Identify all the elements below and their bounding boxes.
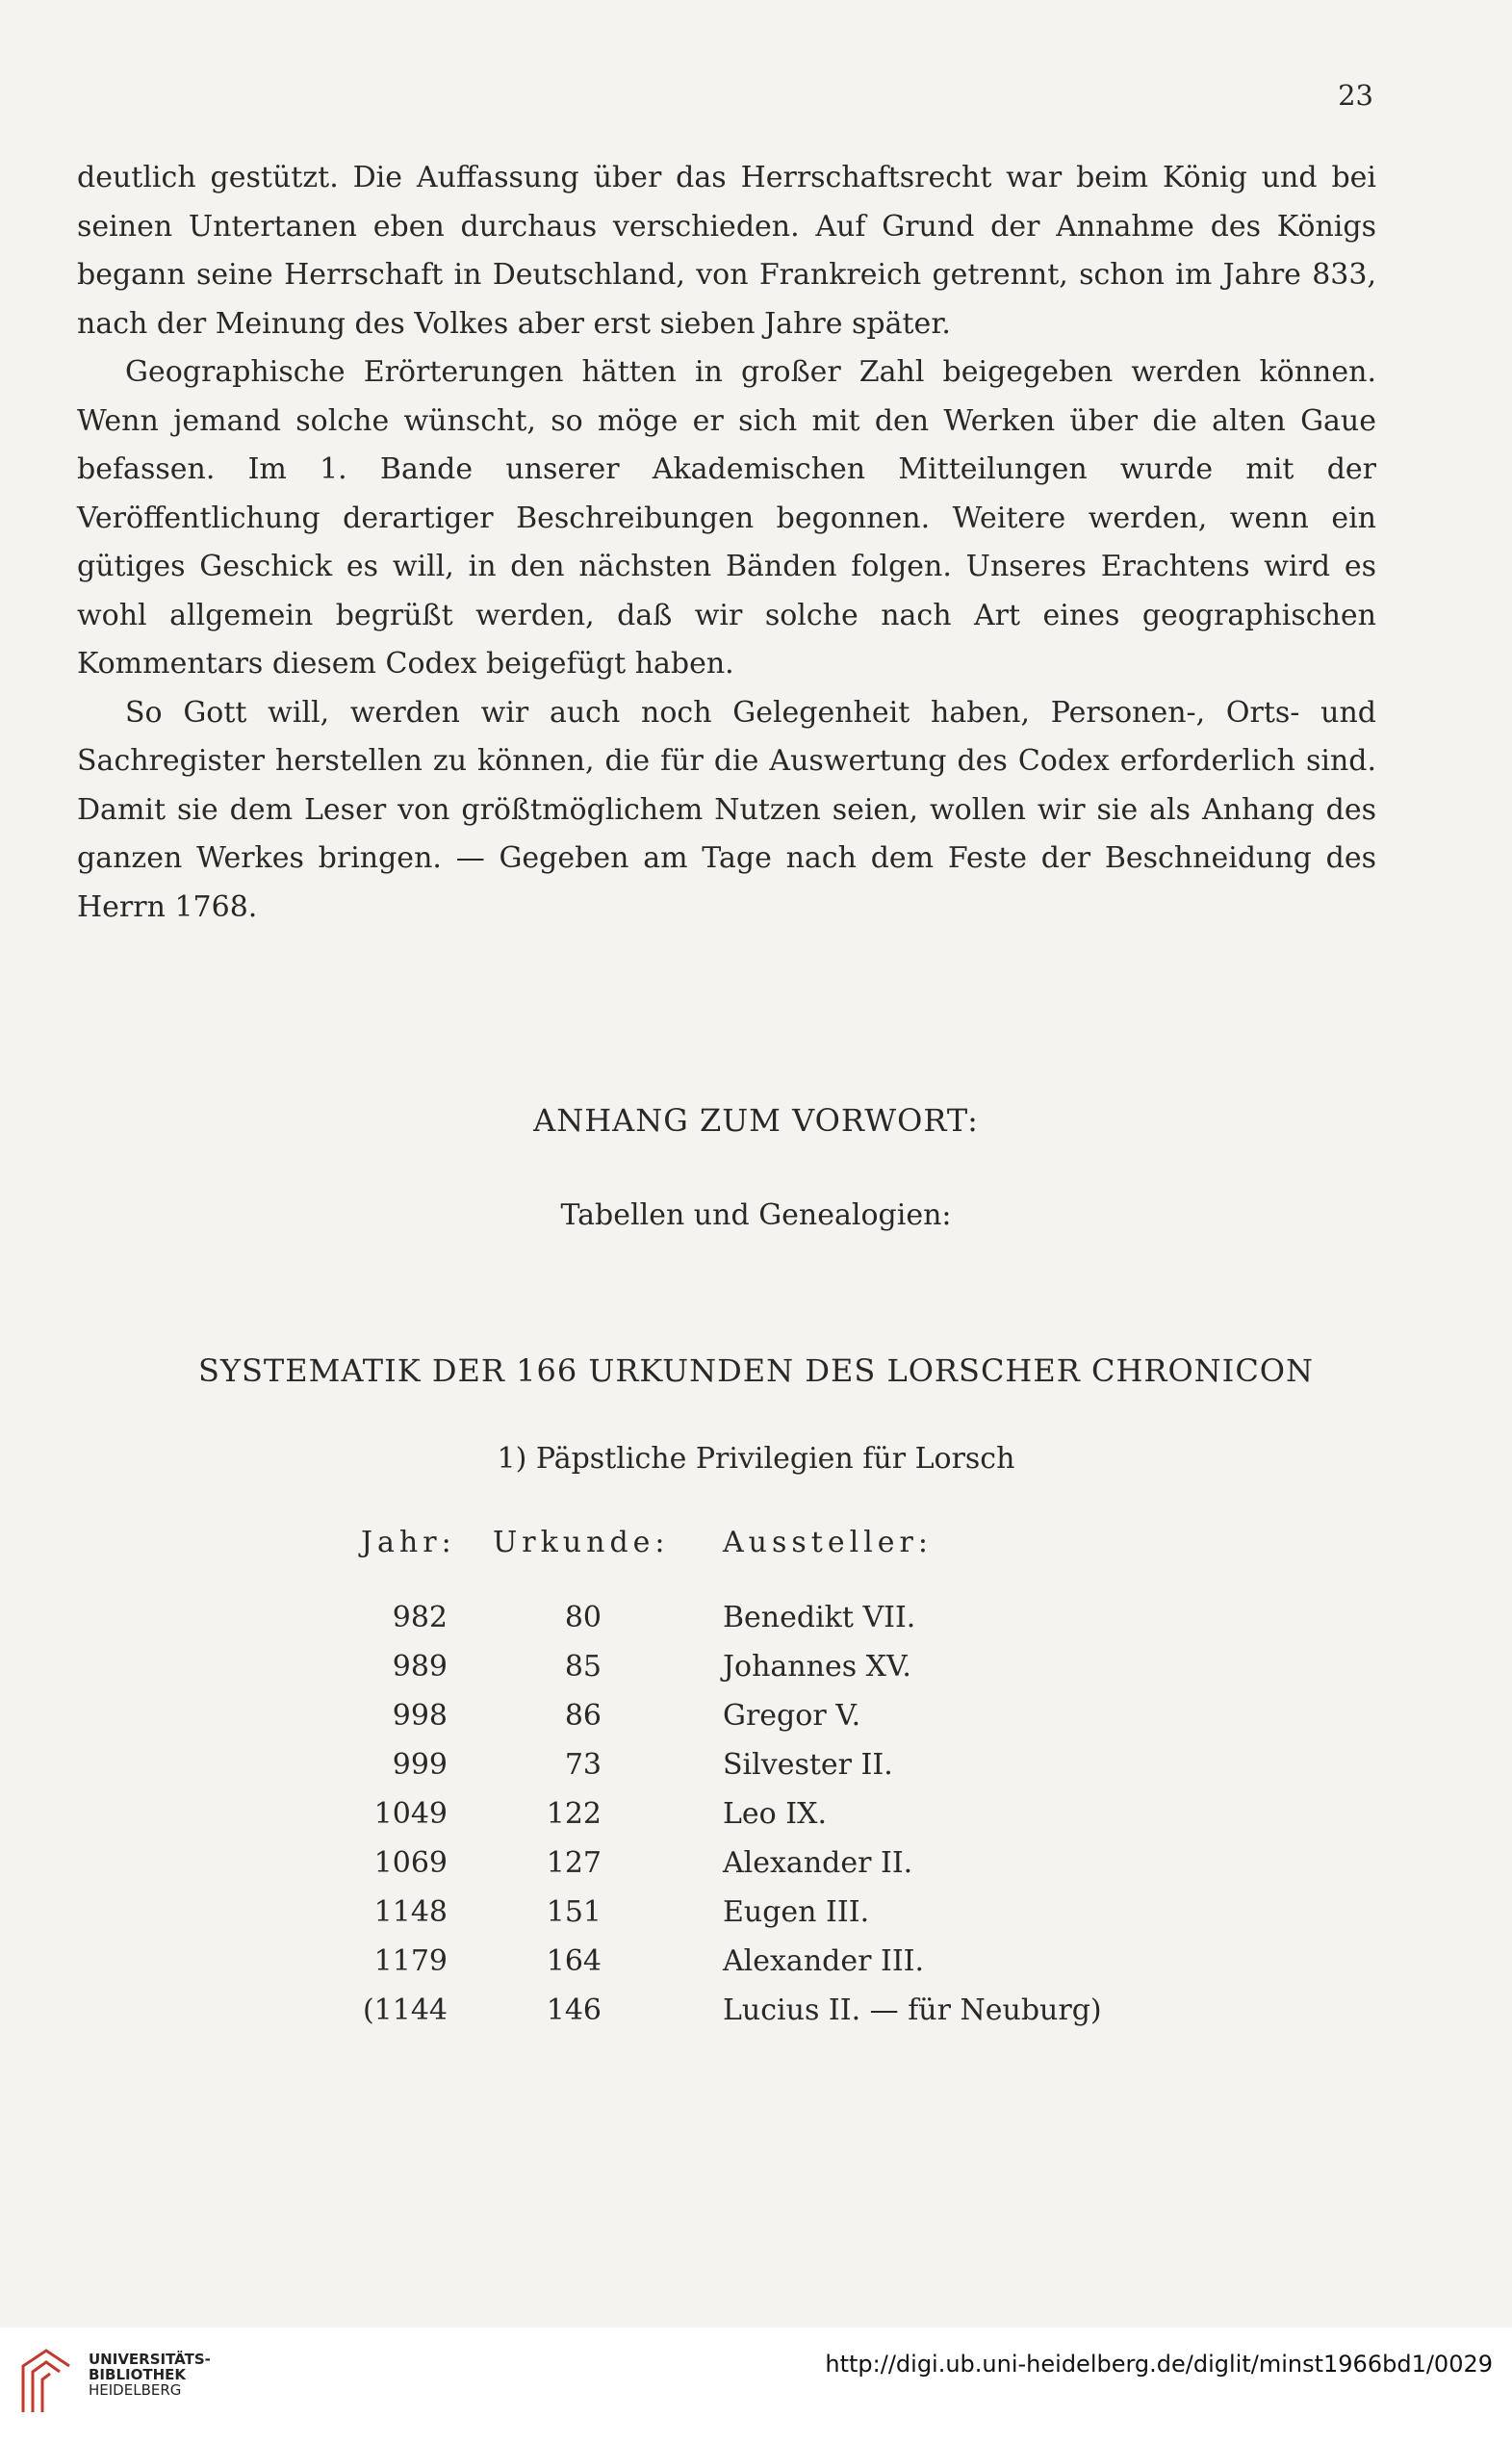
systematik-title: SYSTEMATIK DER 166 URKUNDEN DES LORSCHER CHRONICON	[197, 1352, 1315, 1389]
footer-url-link[interactable]: http://digi.ub.uni-heidelberg.de/diglit/minst1966bd1/0029	[825, 2351, 1493, 2378]
library-name-line: BIBLIOTHEK	[89, 2366, 186, 2383]
cell-year: 1179	[373, 1944, 448, 1978]
cell-document: 73	[564, 1748, 602, 1782]
library-name-line: UNIVERSITÄTS-	[89, 2351, 211, 2368]
cell-document: 127	[546, 1846, 602, 1880]
cell-issuer: Alexander II.	[723, 1846, 913, 1880]
header-document: Urkunde:	[493, 1526, 670, 1559]
paragraph: So Gott will, werden wir auch noch Gelegenheit haben, Personen-, Orts- und Sachregister herstellen zu können, die für die Auswertung des Codex erforderlich sind. Damit sie dem Leser von größtmöglichem Nutzen seien, wollen wir sie als Anhang des ganzen Werkes bringen. — Gegeben am Tage nach dem Feste der Beschneidung des Herrn 1768.	[77, 695, 1376, 924]
library-name-line: HEIDELBERG	[89, 2381, 182, 2399]
cell-document: 164	[546, 1944, 602, 1978]
cell-year: 998	[392, 1699, 448, 1733]
cell-issuer: Silvester II.	[723, 1748, 893, 1782]
cell-document: 122	[546, 1797, 602, 1831]
paragraph: deutlich gestützt. Die Auffassung über das Herrschaftsrecht war beim König und bei seinen Untertanen eben durchaus verschieden. Auf Grund der Annahme des Königs begann seine Herrschaft in Deutschland, von Frankreich getrennt, schon im Jahre 833, nach der Meinung des Volkes aber erst sieben Jahre später.	[77, 161, 1376, 341]
cell-year: 1069	[373, 1846, 448, 1880]
body-text	[77, 154, 1376, 932]
cell-document: 151	[546, 1895, 602, 1929]
cell-issuer: Lucius II. — für Neuburg)	[723, 1993, 1102, 2027]
header-issuer: Aussteller:	[723, 1526, 933, 1559]
cell-document: 85	[564, 1650, 602, 1684]
library-name	[89, 2352, 211, 2398]
appendix-subtitle: Tabellen und Genealogien:	[560, 1198, 952, 1232]
cell-year: 982	[392, 1601, 448, 1634]
cell-issuer: Benedikt VII.	[723, 1601, 916, 1634]
cell-issuer: Eugen III.	[723, 1895, 870, 1929]
cell-year: (1144	[362, 1993, 448, 2027]
appendix-title: ANHANG ZUM VORWORT:	[533, 1102, 979, 1139]
cell-year: 989	[392, 1650, 448, 1684]
cell-year: 1049	[373, 1797, 448, 1831]
page-number: 23	[1338, 79, 1373, 112]
header-year: Jahr:	[361, 1526, 456, 1559]
cell-document: 80	[564, 1601, 602, 1634]
cell-document: 146	[546, 1993, 602, 2027]
cell-year: 1148	[373, 1895, 448, 1929]
cell-year: 999	[392, 1748, 448, 1782]
paragraph: Geographische Erörterungen hätten in großer Zahl beigegeben werden können. Wenn jemand solche wünscht, so möge er sich mit den Werken über die alten Gaue befassen. Im 1. Bande unserer Akademischen Mitteilungen wurde mit der Veröffentlichung derartiger Beschreibungen begonnen. Weitere werden, wenn ein gütiges Geschick es will, in den nächsten Bänden folgen. Unseres Erachtens wird es wohl allgemein begrüßt werden, daß wir solche nach Art eines geographischen Kommentars diesem Codex beigefügt haben.	[77, 355, 1376, 681]
cell-issuer: Alexander III.	[723, 1944, 925, 1978]
footer-bar	[0, 2327, 1512, 2443]
cell-document: 86	[564, 1699, 602, 1733]
cell-issuer: Leo IX.	[723, 1797, 828, 1831]
section-title: 1) Päpstliche Privilegien für Lorsch	[497, 1442, 1015, 1476]
cell-issuer: Johannes XV.	[723, 1650, 911, 1684]
cell-issuer: Gregor V.	[723, 1699, 861, 1733]
heidelberg-library-logo-icon[interactable]	[17, 2345, 75, 2414]
